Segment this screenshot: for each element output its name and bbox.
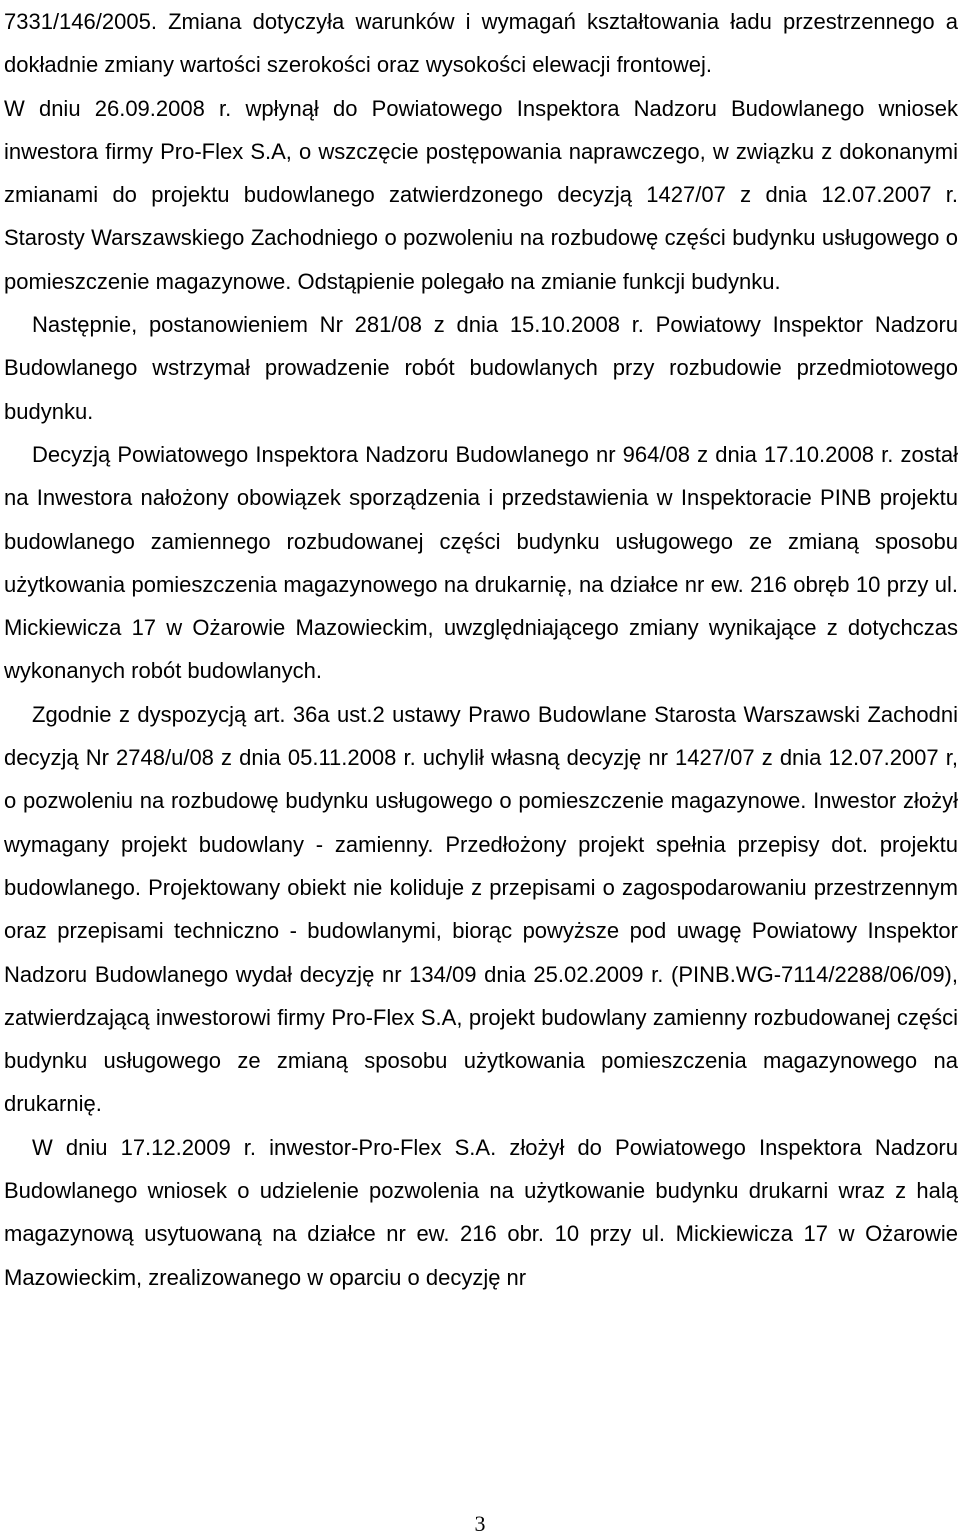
paragraph-2: W dniu 26.09.2008 r. wpłynął do Powiatowego Inspektora Nadzoru Budowlanego wniosek inwestora firmy Pro-Flex S.A, o wszczęcie postępowania naprawczego, w związku z dokonanymi zmianami do projektu budowlanego zatwierdzonego decyzją 1427/07 z dnia 12.07.2007 r. Starosty Warszawskiego Zachodniego o pozwoleniu na rozbudowę części budynku usługowego o pomieszczenie magazynowe. Odstąpienie polegało na zmianie funkcji budynku. (4, 95, 958, 294)
document-page (4, 0, 958, 1299)
paragraph-6: W dniu 17.12.2009 r. inwestor-Pro-Flex S.A. złożył do Powiatowego Inspektora Nadzoru Budowlanego wniosek o udzielenie pozwolenia na użytkowanie budynku drukarni wraz z halą magazynową usytuowaną na działce nr ew. 216 obr. 10 przy ul. Mickiewicza 17 w Ożarowie Mazowieckim, zrealizowanego w oparciu o decyzję nr (4, 1134, 958, 1290)
paragraph-5: Zgodnie z dyspozycją art. 36a ust.2 ustawy Prawo Budowlane Starosta Warszawski Zachodni decyzją Nr 2748/u/08 z dnia 05.11.2008 r. uchylił własną decyzję nr 1427/07 z dnia 12.07.2007 r, o pozwoleniu na rozbudowę budynku usługowego o pomieszczenie magazynowe. Inwestor złożył wymagany projekt budowlany - zamienny. Przedłożony projekt spełnia przepisy dot. projektu budowlanego. Projektowany obiekt nie koliduje z przepisami o zagospodarowaniu przestrzennym oraz przepisami techniczno - budowlanymi, biorąc powyższe pod uwagę Powiatowy Inspektor Nadzoru Budowlanego wydał decyzję nr 134/09 dnia 25.02.2009 r. (PINB.WG-7114/2288/06/09), zatwierdzającą inwestorowi firmy Pro-Flex S.A, projekt budowlany zamienny rozbudowanej części budynku usługowego ze zmianą sposobu użytkowania pomieszczenia magazynowego na drukarnię. (4, 701, 958, 1117)
paragraph-3: Następnie, postanowieniem Nr 281/08 z dnia 15.10.2008 r. Powiatowy Inspektor Nadzoru Budowlanego wstrzymał prowadzenie robót budowlanych przy rozbudowie przedmiotowego budynku. (4, 312, 958, 424)
paragraph-4: Decyzją Powiatowego Inspektora Nadzoru Budowlanego nr 964/08 z dnia 17.10.2008 r. został na Inwestora nałożony obowiązek sporządzenia i przedstawienia w Inspektoracie PINB projektu budowlanego zamiennego rozbudowanej części budynku usługowego ze zmianą sposobu użytkowania pomieszczenia magazynowego na drukarnię, na działce nr ew. 216 obręb 10 przy ul. Mickiewicza 17 w Ożarowie Mazowieckim, uwzględniającego zmiany wynikające z dotychczas wykonanych robót budowlanych. (4, 441, 958, 684)
paragraph-1: 7331/146/2005. Zmiana dotyczyła warunków i wymagań kształtowania ładu przestrzennego a dokładnie zmiany wartości szerokości oraz wysokości elewacji frontowej. (4, 9, 958, 78)
page-number: 3 (474, 1511, 486, 1536)
